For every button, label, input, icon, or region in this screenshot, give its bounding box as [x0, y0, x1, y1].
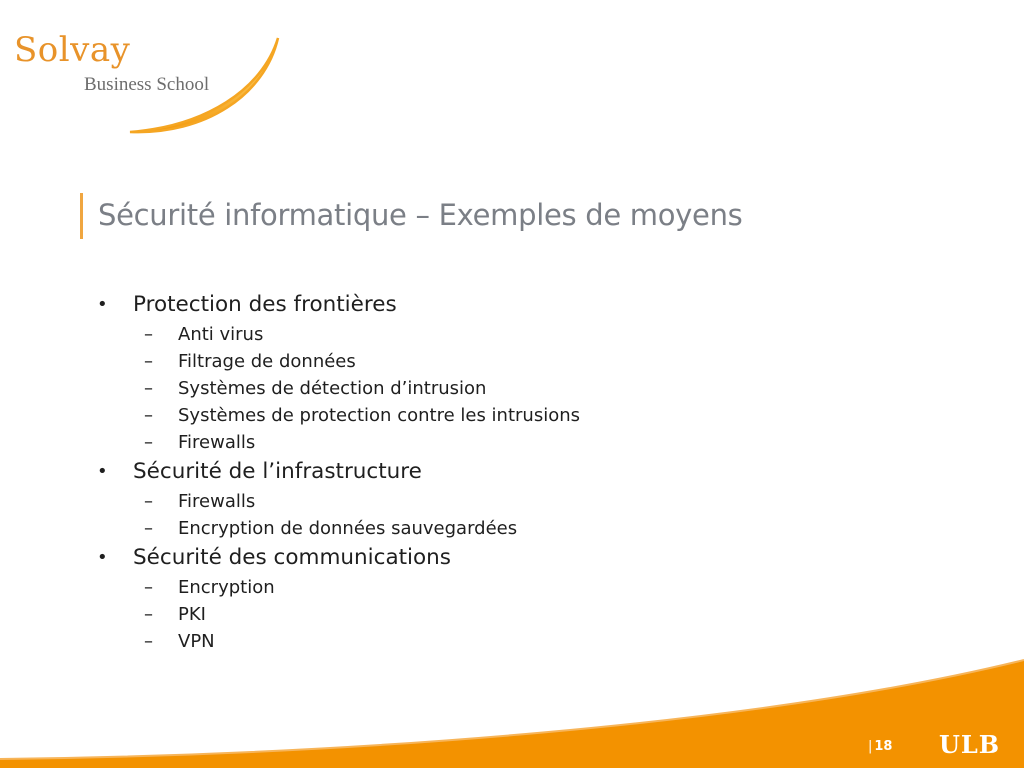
sub-bullet-item	[0, 575, 1024, 602]
dash-marker: –	[144, 351, 153, 372]
bullet-text: Sécurité de l’infrastructure	[133, 459, 422, 484]
title-accent-bar	[80, 193, 83, 239]
sub-bullet-text: Anti virus	[178, 324, 264, 345]
page-number-separator: |	[868, 739, 873, 754]
sub-bullet-text: Encryption de données sauvegardées	[178, 518, 518, 539]
sub-bullet-item	[0, 629, 1024, 656]
sub-bullet-text: Firewalls	[178, 491, 256, 512]
bullet-marker: •	[97, 461, 108, 482]
sub-bullet-item	[0, 430, 1024, 457]
sub-bullet-item	[0, 489, 1024, 516]
logo-wordmark-solvay: Solvay	[14, 30, 131, 70]
bullet-item	[0, 543, 1024, 575]
sub-bullet-text: Encryption	[178, 577, 275, 598]
bullet-marker: •	[97, 547, 108, 568]
bullet-text: Sécurité des communications	[133, 545, 452, 570]
sub-bullet-item	[0, 602, 1024, 629]
sub-bullet-item	[0, 322, 1024, 349]
dash-marker: –	[144, 631, 153, 652]
dash-marker: –	[144, 378, 153, 399]
sub-bullet-text: Systèmes de détection d’intrusion	[178, 378, 487, 399]
dash-marker: –	[144, 405, 153, 426]
sub-bullet-item	[0, 516, 1024, 543]
logo-wordmark-business-school: Business School	[84, 74, 210, 95]
bullet-item	[0, 290, 1024, 322]
sub-bullet-text: Systèmes de protection contre les intrusions	[178, 405, 580, 426]
sub-bullet-text: PKI	[178, 604, 206, 625]
dash-marker: –	[144, 491, 153, 512]
page-number	[868, 739, 892, 754]
slide-title: Sécurité informatique – Exemples de moyens	[98, 198, 743, 232]
sub-bullet-item	[0, 376, 1024, 403]
sub-bullet-item	[0, 403, 1024, 430]
ulb-logo: ULB	[939, 730, 1001, 759]
dash-marker: –	[144, 324, 153, 345]
sub-bullet-item	[0, 349, 1024, 376]
sub-bullet-text: Firewalls	[178, 432, 256, 453]
sub-bullet-text: Filtrage de données	[178, 351, 356, 372]
dash-marker: –	[144, 518, 153, 539]
bullet-item	[0, 457, 1024, 489]
bullet-text: Protection des frontières	[133, 292, 397, 317]
bullet-marker: •	[97, 294, 108, 315]
page-number-value: 18	[874, 739, 893, 754]
slide-content	[0, 290, 1024, 656]
solvay-logo	[0, 0, 300, 150]
dash-marker: –	[144, 604, 153, 625]
dash-marker: –	[144, 432, 153, 453]
sub-bullet-text: VPN	[178, 631, 215, 652]
dash-marker: –	[144, 577, 153, 598]
